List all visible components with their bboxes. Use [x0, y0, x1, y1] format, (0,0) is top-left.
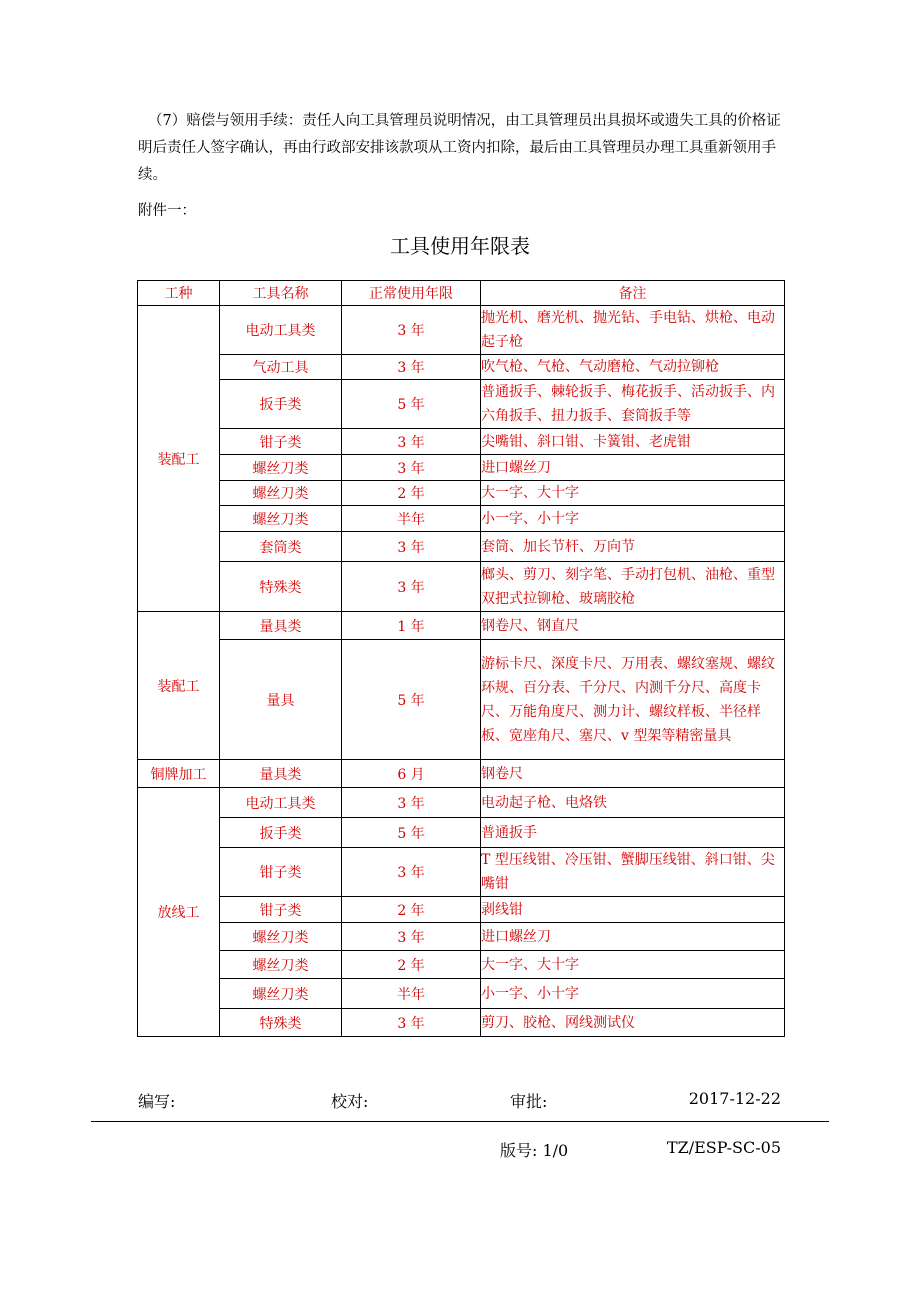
cell-tool-name: 电动工具类 [220, 788, 342, 818]
cell-notes: 套筒、加长节杆、万向节 [481, 532, 785, 562]
cell-category: 装配工 [138, 306, 220, 612]
cell-tool-name: 特殊类 [220, 1009, 342, 1037]
cell-years: 3 年 [342, 848, 481, 897]
table-row [138, 355, 785, 380]
cell-years: 5 年 [342, 818, 481, 848]
footer-divider [91, 1121, 829, 1122]
header-tool-name: 工具名称 [220, 281, 342, 306]
cell-tool-name: 螺丝刀类 [220, 506, 342, 532]
cell-years: 6 月 [342, 760, 481, 788]
cell-tool-name: 电动工具类 [220, 306, 342, 355]
header-years: 正常使用年限 [342, 281, 481, 306]
cell-notes: 电动起子枪、电烙铁 [481, 788, 785, 818]
cell-years: 3 年 [342, 923, 481, 951]
cell-tool-name: 量具类 [220, 760, 342, 788]
footer-approver: 审批: [510, 1092, 548, 1111]
header-category: 工种 [138, 281, 220, 306]
cell-notes: 普通扳手、棘轮扳手、梅花扳手、活动扳手、内六角扳手、扭力扳手、套筒扳手等 [481, 380, 785, 429]
cell-years: 2 年 [342, 897, 481, 923]
cell-years: 3 年 [342, 455, 481, 481]
cell-notes: 普通扳手 [481, 818, 785, 848]
footer-reviewer: 校对: [331, 1092, 369, 1111]
cell-years: 半年 [342, 506, 481, 532]
cell-notes: 榔头、剪刀、刻字笔、手动打包机、油枪、重型双把式拉铆枪、玻璃胶枪 [481, 562, 785, 612]
cell-notes: 大一字、大十字 [481, 951, 785, 979]
cell-years: 2 年 [342, 481, 481, 506]
cell-years: 半年 [342, 979, 481, 1009]
cell-years: 5 年 [342, 380, 481, 429]
cell-tool-name: 量具类 [220, 612, 342, 640]
footer-version: 版号: 1/0 [500, 1141, 569, 1160]
cell-notes: 游标卡尺、深度卡尺、万用表、螺纹塞规、螺纹环规、百分表、千分尺、内测千分尺、高度卡尺、万能角度尺、测力计、螺纹样板、半径样板、宽座角尺、塞尺、v 型架等精密量具 [481, 640, 785, 760]
table-row [138, 897, 785, 923]
cell-years: 5 年 [342, 640, 481, 760]
cell-category: 铜牌加工 [138, 760, 220, 788]
cell-tool-name: 扳手类 [220, 818, 342, 848]
cell-notes: 吹气枪、气枪、气动磨枪、气动拉铆枪 [481, 355, 785, 380]
footer-doc-code: TZ/ESP-SC-05 [666, 1138, 781, 1157]
footer-date: 2017-12-22 [688, 1089, 781, 1108]
cell-tool-name: 套筒类 [220, 532, 342, 562]
cell-notes: 进口螺丝刀 [481, 455, 785, 481]
cell-notes: 钢卷尺 [481, 760, 785, 788]
cell-tool-name: 量具 [220, 640, 342, 760]
table-row [138, 848, 785, 897]
cell-notes: 小一字、小十字 [481, 979, 785, 1009]
table-row [138, 640, 785, 760]
cell-category: 装配工 [138, 612, 220, 760]
cell-tool-name: 钳子类 [220, 429, 342, 455]
cell-notes: 尖嘴钳、斜口钳、卡簧钳、老虎钳 [481, 429, 785, 455]
cell-notes: 小一字、小十字 [481, 506, 785, 532]
cell-years: 3 年 [342, 532, 481, 562]
cell-years: 3 年 [342, 562, 481, 612]
cell-tool-name: 螺丝刀类 [220, 951, 342, 979]
cell-notes: 抛光机、磨光机、抛光钻、手电钻、烘枪、电动起子枪 [481, 306, 785, 355]
attachment-label: 附件一： [138, 203, 196, 219]
table-row [138, 532, 785, 562]
body-paragraph: （7）赔偿与领用手续：责任人向工具管理员说明情况，由工具管理员出具损坏或遗失工具的价格证明后责任人签字确认，再由行政部安排该款项从工资内扣除，最后由工具管理员办理工具重新领用手续。 [138, 113, 781, 183]
cell-years: 3 年 [342, 788, 481, 818]
footer-author: 编写: [138, 1092, 176, 1111]
table-row [138, 429, 785, 455]
table-row [138, 380, 785, 429]
cell-years: 3 年 [342, 306, 481, 355]
cell-notes: 钢卷尺、钢直尺 [481, 612, 785, 640]
cell-years: 3 年 [342, 355, 481, 380]
cell-tool-name: 螺丝刀类 [220, 481, 342, 506]
header-notes: 备注 [481, 281, 785, 306]
table-row [138, 951, 785, 979]
cell-tool-name: 螺丝刀类 [220, 923, 342, 951]
cell-notes: 进口螺丝刀 [481, 923, 785, 951]
cell-years: 3 年 [342, 429, 481, 455]
cell-tool-name: 钳子类 [220, 897, 342, 923]
cell-tool-name: 钳子类 [220, 848, 342, 897]
table-body [138, 306, 785, 1037]
table-header-row [138, 281, 785, 306]
cell-category: 放线工 [138, 788, 220, 1037]
table-row [138, 979, 785, 1009]
cell-tool-name: 特殊类 [220, 562, 342, 612]
cell-notes: 剪刀、胶枪、网线测试仪 [481, 1009, 785, 1037]
table-row [138, 818, 785, 848]
table-title: 工具使用年限表 [390, 234, 530, 258]
cell-tool-name: 螺丝刀类 [220, 455, 342, 481]
cell-tool-name: 扳手类 [220, 380, 342, 429]
table-row [138, 612, 785, 640]
tool-life-table [137, 280, 785, 1037]
table-row [138, 788, 785, 818]
cell-notes: T 型压线钳、冷压钳、蟹脚压线钳、斜口钳、尖嘴钳 [481, 848, 785, 897]
table-row [138, 562, 785, 612]
cell-years: 3 年 [342, 1009, 481, 1037]
cell-years: 2 年 [342, 951, 481, 979]
cell-notes: 大一字、大十字 [481, 481, 785, 506]
table-row [138, 923, 785, 951]
table-row [138, 455, 785, 481]
cell-years: 1 年 [342, 612, 481, 640]
table-row [138, 481, 785, 506]
table-row [138, 760, 785, 788]
cell-notes: 剥线钳 [481, 897, 785, 923]
cell-tool-name: 气动工具 [220, 355, 342, 380]
cell-tool-name: 螺丝刀类 [220, 979, 342, 1009]
table-row [138, 1009, 785, 1037]
table-row [138, 306, 785, 355]
table-row [138, 506, 785, 532]
